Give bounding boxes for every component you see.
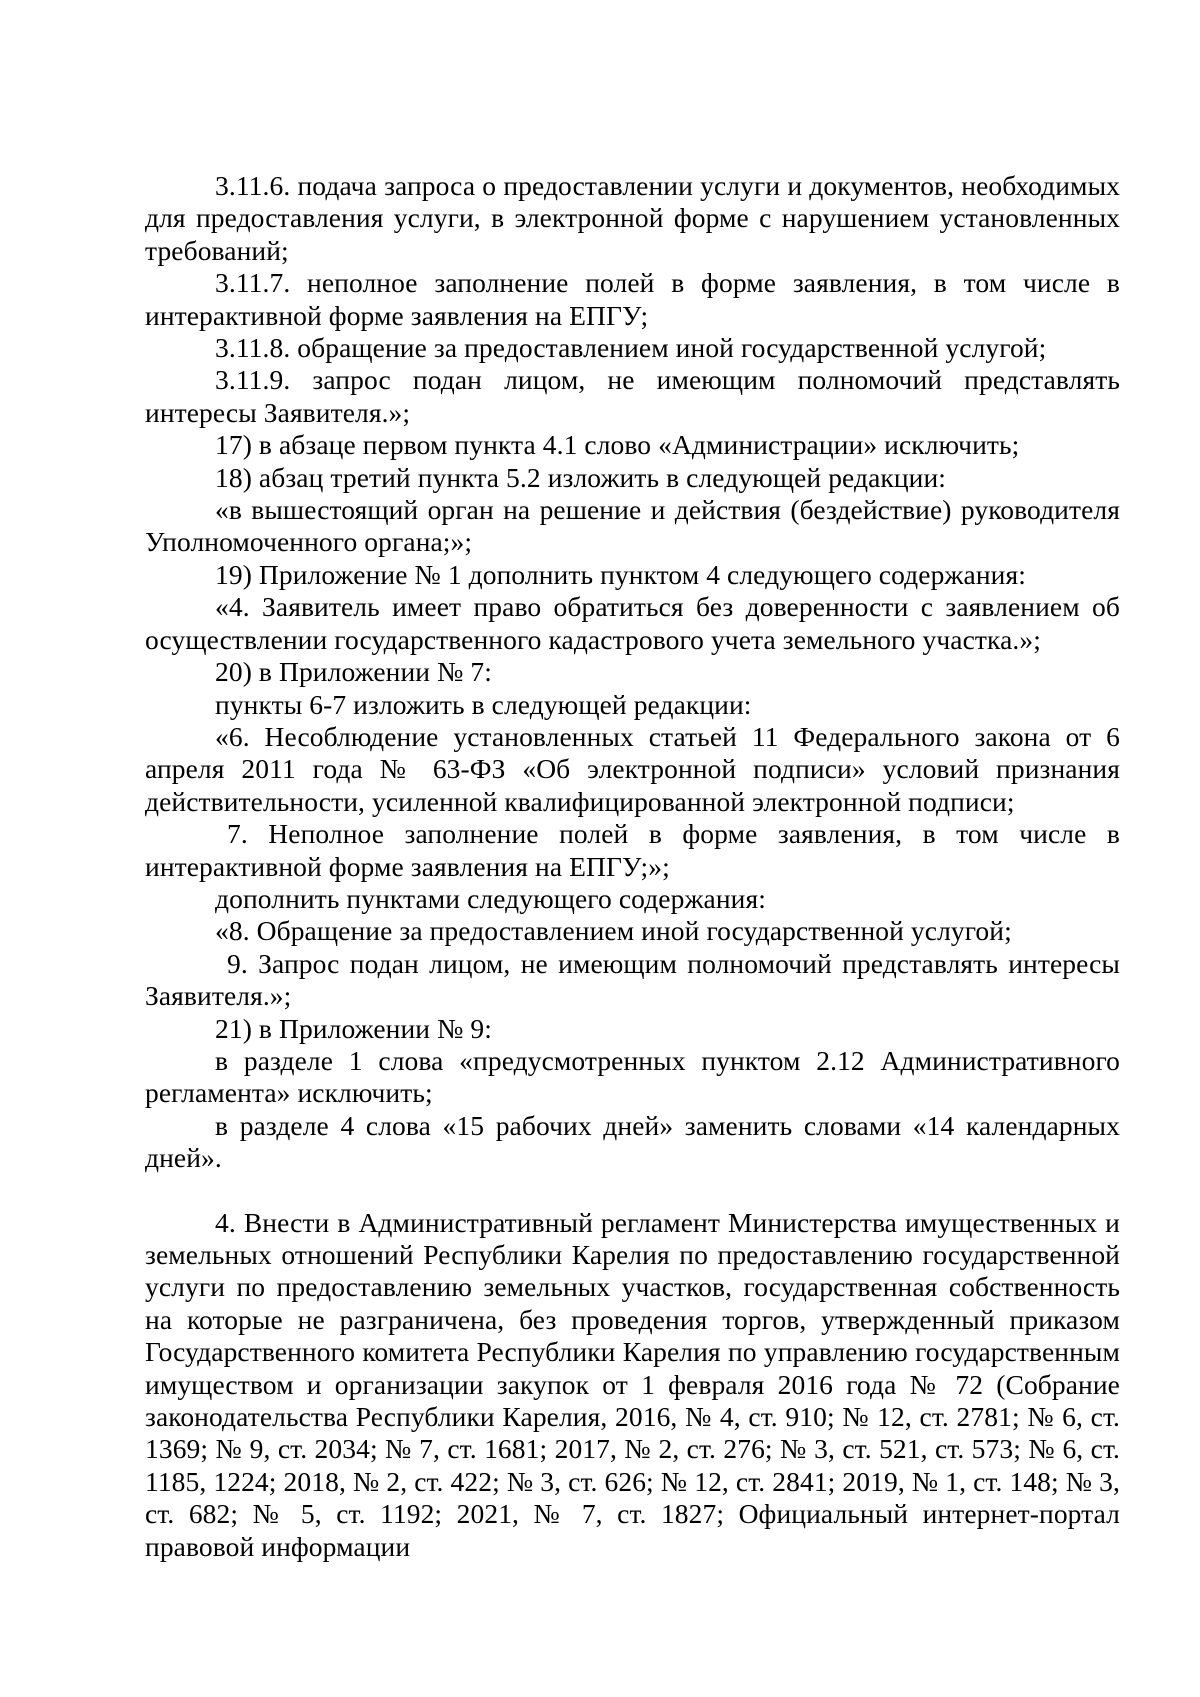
paragraph-item-17: 17) в абзаце первом пункта 4.1 слово «Администрации» исключить;	[215, 429, 1020, 461]
paragraph-item-18-text: «в вышестоящий орган на решение и действия (бездействие) руководителя Уполномоченного органа;»;	[145, 494, 1120, 558]
paragraph-item-21: 21) в Приложении № 9:	[215, 1012, 492, 1044]
paragraph-item-20-point-6: «6. Несоблюдение установленных статьей 11 Федерального закона от 6 апреля 2011 года № 63-ФЗ «Об электронной подписи» условий признания действительности, усиленной квалифицированной электронной подписи;	[145, 720, 1120, 817]
paragraph-item-19: 19) Приложение № 1 дополнить пунктом 4 следующего содержания:	[215, 558, 1026, 590]
document-page	[145, 170, 1120, 1563]
paragraph-item-20: 20) в Приложении № 7:	[215, 656, 492, 688]
paragraph-item-20-point-8: «8. Обращение за предоставлением иной государственной услугой;	[215, 915, 1012, 947]
paragraph-3-11-7: 3.11.7. неполное заполнение полей в форме заявления, в том числе в интерактивной форме заявления на ЕПГУ;	[145, 267, 1120, 331]
paragraph-item-20-points: пункты 6-7 изложить в следующей редакции:	[215, 688, 752, 720]
paragraph-item-21-section-1: в разделе 1 слова «предусмотренных пунктом 2.12 Административного регламента» исключить;	[145, 1044, 1120, 1109]
paragraph-3-11-8: 3.11.8. обращение за предоставлением иной государственной услугой;	[215, 332, 1047, 364]
paragraph-gap	[145, 1175, 1120, 1207]
paragraph-item-19-text: «4. Заявитель имеет право обратиться без доверенности с заявлением об осуществлении государственного кадастрового учета земельного участка.»;	[145, 591, 1120, 655]
paragraph-item-18: 18) абзац третий пункта 5.2 изложить в следующей редакции:	[215, 461, 947, 493]
paragraph-item-21-section-4: в разделе 4 слова «15 рабочих дней» заменить словами «14 календарных дней».	[145, 1109, 1120, 1174]
paragraph-section-4: 4. Внести в Административный регламент Министерства имущественных и земельных отношений Республики Карелия по предоставлению государственной услуги по предоставлению земельных участков, государственная собственность на которые не разграничена, без проведения торгов, утвержденный приказом Государственного комитета Республики Карелия по управлению государственным имуществом и организации закупок от 1 февраля 2016 года № 72 (Собрание законодательства Республики Карелия, 2016, № 4, ст. 910; № 12, ст. 2781; № 6, ст. 1369; № 9, ст. 2034; № 7, ст. 1681; 2017, № 2, ст. 276; № 3, ст. 521, ст. 573; № 6, ст. 1185, 1224; 2018, № 2, ст. 422; № 3, ст. 626; № 12, ст. 2841; 2019, № 1, ст. 148; № 3, ст. 682; № 5, ст. 1192; 2021, № 7, ст. 1827; Официальный интернет-портал правовой информации	[145, 1206, 1120, 1562]
paragraph-item-20-point-7: 7. Неполное заполнение полей в форме заявления, в том числе в интерактивной форме заявления на ЕПГУ;»;	[145, 818, 1120, 882]
paragraph-item-20-point-9: 9. Запрос подан лицом, не имеющим полномочий представлять интересы Заявителя.»;	[145, 947, 1120, 1012]
paragraph-3-11-6: 3.11.6. подача запроса о предоставлении услуги и документов, необходимых для предоставления услуги, в электронной форме с нарушением установленных требований;	[145, 170, 1120, 266]
paragraph-3-11-9: 3.11.9. запрос подан лицом, не имеющим полномочий представлять интересы Заявителя.»;	[145, 364, 1120, 428]
paragraph-item-20-supplement: дополнить пунктами следующего содержания:	[215, 882, 766, 914]
